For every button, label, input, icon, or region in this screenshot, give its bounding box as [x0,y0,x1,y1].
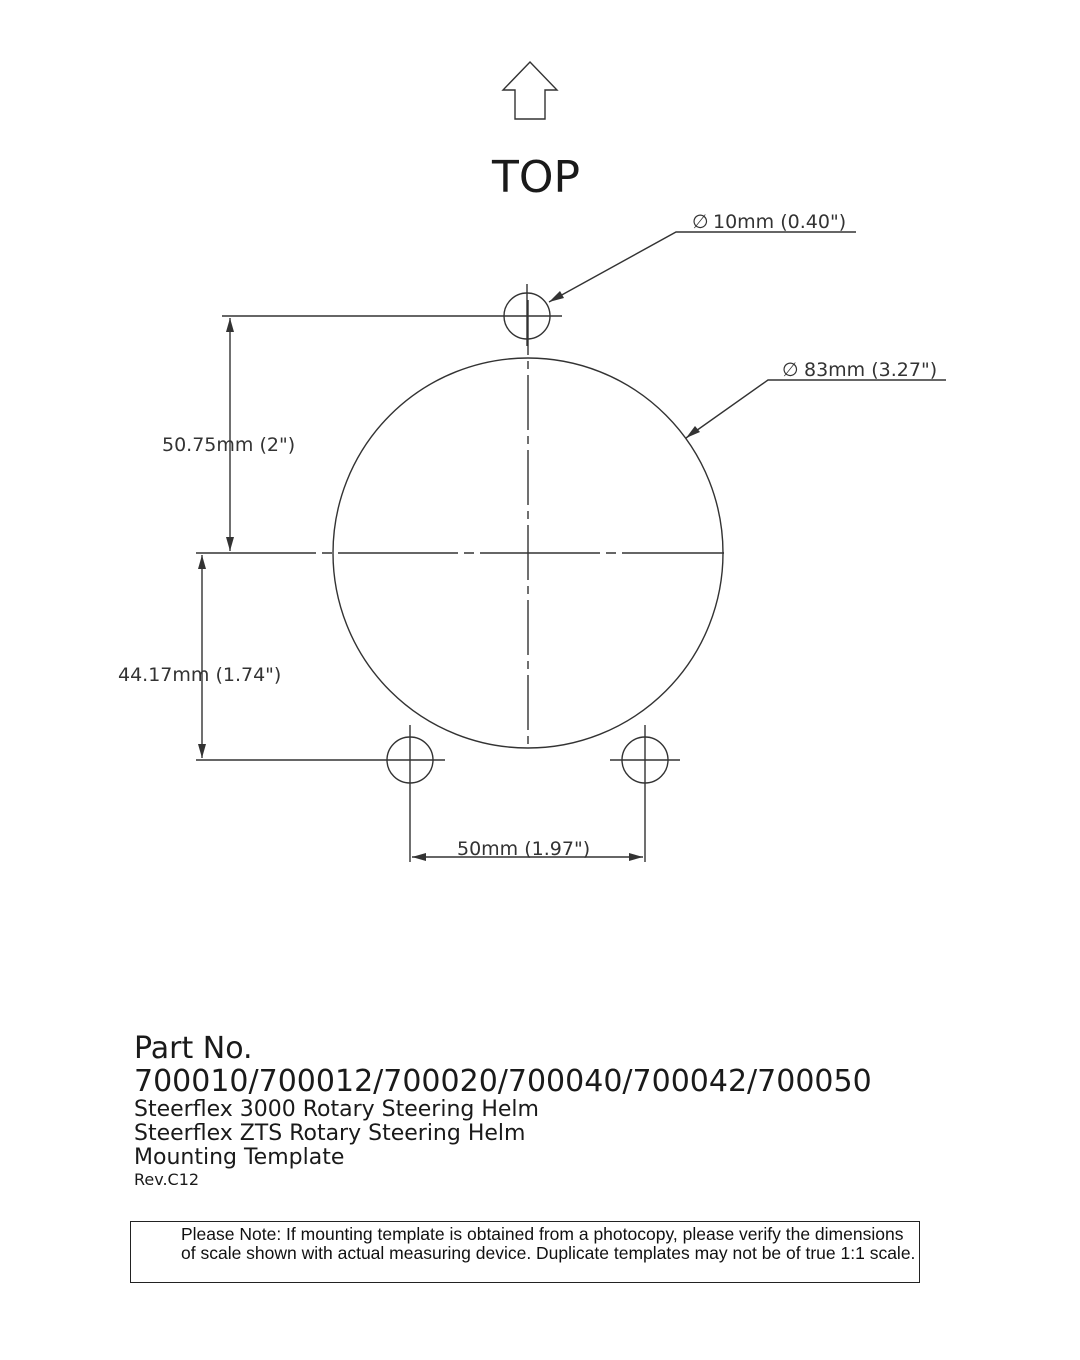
bottom-spacing-label: 50mm (1.97") [457,838,591,860]
large-hole-diameter-label: 83mm (3.27") [804,359,938,381]
small-hole-leader-line [549,232,856,302]
product-line-1: Steerflex 3000 Rotary Steering Helm [134,1097,539,1122]
part-numbers: 700010/700012/700020/700040/700042/700050 [134,1064,872,1099]
large-hole-leader-line [686,380,946,438]
small-hole-leader-arrow [549,291,564,302]
part-number-label: Part No. [134,1031,253,1066]
product-line-2: Steerflex ZTS Rotary Steering Helm [134,1121,526,1146]
bottom-spacing-arrow-left [412,853,426,861]
top-orientation-label: TOP [491,152,581,203]
top-offset-arrow-down [226,537,234,551]
top-offset-label: 50.75mm (2") [162,434,296,456]
top-offset-arrow-up [226,318,234,332]
large-hole-diameter-symbol: ∅ [782,359,799,381]
product-line-3: Mounting Template [134,1145,345,1170]
photocopy-note-box [130,1221,920,1283]
up-arrow-icon [503,62,557,119]
small-hole-diameter-label: 10mm (0.40") [713,211,847,233]
bottom-offset-label: 44.17mm (1.74") [118,664,282,686]
large-hole-leader-arrow [686,426,700,438]
photocopy-note-text: Please Note: If mounting template is obtained from a photocopy, please verify the dimensions of scale shown with actual measuring device. Duplicate templates may not be of true 1:1 scale. [181,1224,916,1263]
revision-label: Rev.C12 [134,1170,200,1189]
bottom-offset-arrow-up [198,555,206,569]
bottom-spacing-arrow-right [629,853,643,861]
bottom-offset-arrow-down [198,744,206,758]
title-block [134,1032,1034,1190]
small-hole-diameter-symbol: ∅ [692,211,709,233]
